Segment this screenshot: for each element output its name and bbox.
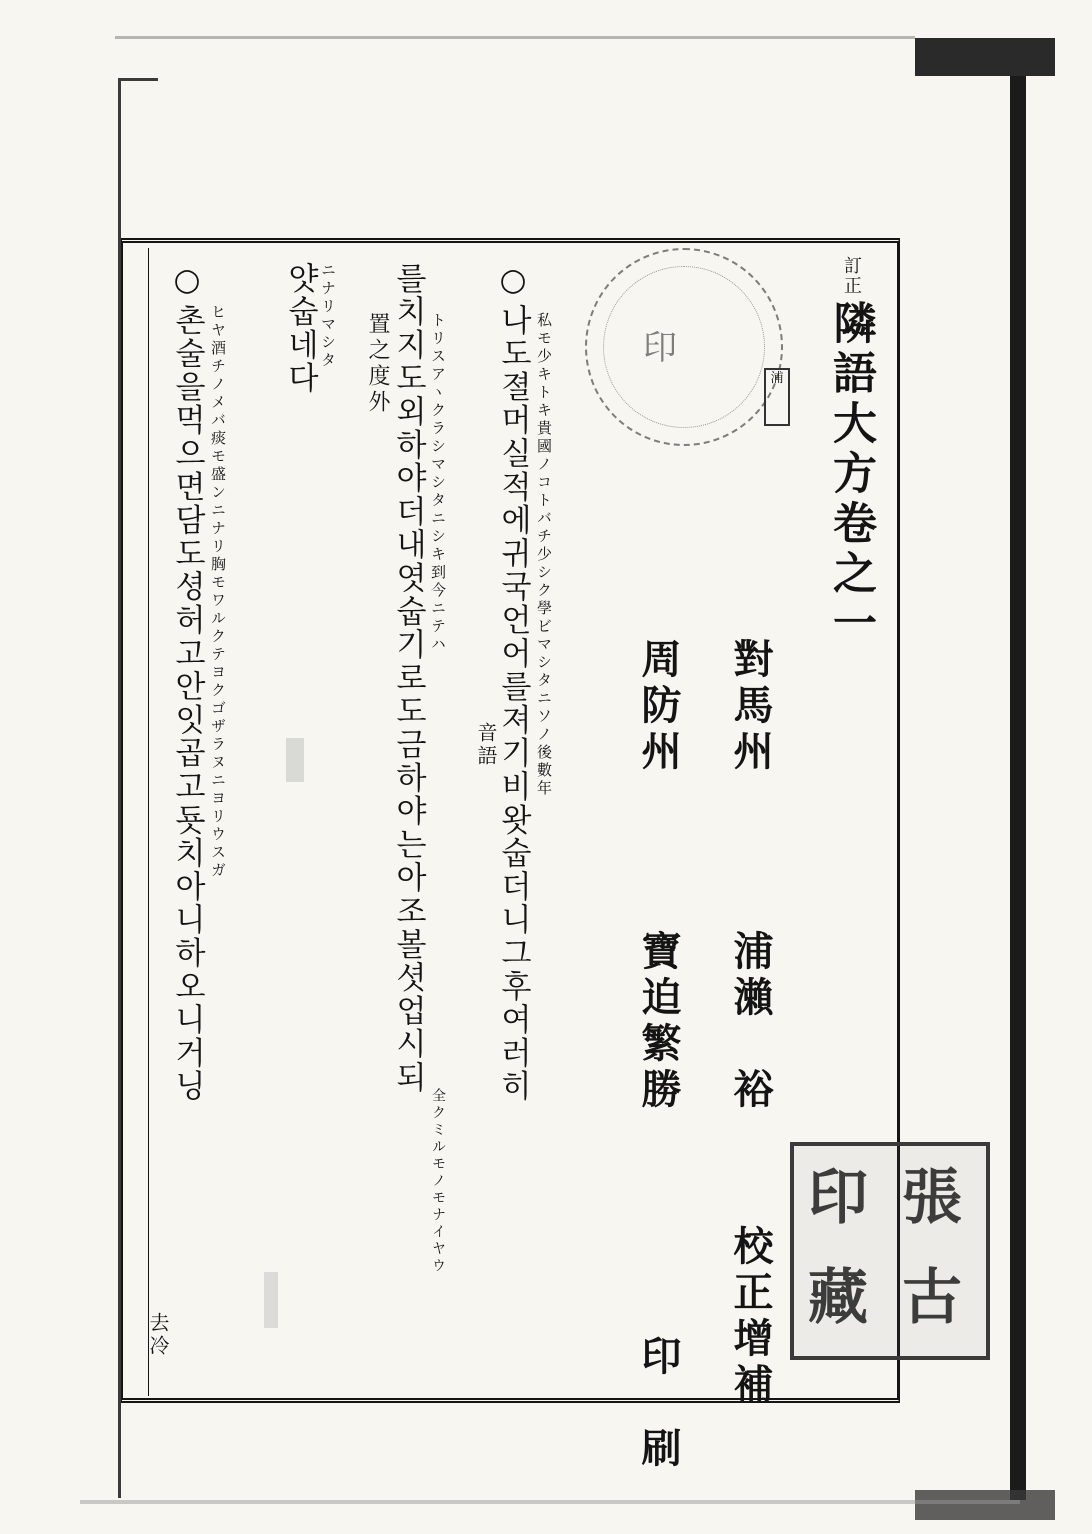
entry1-marker: ○ [495, 262, 531, 301]
entry1-gloss: 私モ少キトキ貴國ノコトバチ少シク學ビマシタニソノ後數年 [535, 312, 553, 798]
square-seal-char: 古 [902, 1263, 962, 1333]
author1-place: 對馬州 [727, 638, 774, 776]
author2-place: 周防州 [635, 638, 682, 776]
page-corner [118, 78, 158, 81]
spine-cap-top [915, 38, 1055, 76]
round-seal-mark: 印 [643, 328, 681, 368]
round-seal-ring [603, 266, 765, 428]
entry2-gloss: ヒヤ酒チノメバ痰モ盛ンニナリ胸モワルクテヨクゴザラヌニヨリウスガ [209, 304, 227, 880]
bottom-edge [80, 1500, 1020, 1504]
author1-role: 校正增補 [727, 1225, 774, 1409]
square-seal-char: 張 [902, 1163, 962, 1233]
book-spine [1010, 40, 1026, 1500]
entry1-korean: 나도졀머실적에귀국언어를져기비왓숩더니그후여러히 [495, 304, 531, 1104]
entry1-end-korean: 얏숩네다 [282, 262, 318, 396]
entry1-cont-gloss: トリスアヽクラシマシタニシキ到今ニテハ [429, 312, 447, 654]
ink-smudge [264, 1272, 278, 1328]
entry1-note: 音語 [474, 722, 498, 768]
square-seal-char: 藏 [808, 1263, 868, 1333]
spine-cap-bottom [915, 1490, 1055, 1520]
author1-name: 浦瀨 裕 [727, 930, 774, 1114]
book-title: 隣語大方卷之一 [825, 300, 876, 650]
square-seal [790, 1142, 990, 1360]
author2-name: 寶迫繁勝 [635, 930, 682, 1114]
entry1-end-gloss: ニナリマシタ [319, 262, 337, 370]
round-seal [585, 248, 783, 446]
square-seal-char: 印 [808, 1163, 868, 1233]
entry2-marker: ○ [169, 262, 205, 301]
frame-inner-rule [148, 248, 149, 1396]
small-seal: 浦 [764, 368, 790, 426]
author2-role: 印 刷 [635, 1335, 682, 1473]
page-edge-top [115, 36, 915, 39]
title-prefix: 訂正 [841, 256, 862, 296]
entry2-note: 去冷 [146, 1312, 170, 1358]
entry1-cont-note: 置之度外 [365, 312, 390, 416]
ink-smudge [286, 738, 304, 782]
entry2-korean: 촌술을먹으면담도셩허고안잇곱고둇치아니하오니거닝 [169, 304, 205, 1104]
entry1-cont-korean: 를치지도외하야더내엿숩기로도금하야는아조볼셧업시되 [390, 262, 426, 1095]
entry1-cont-extra: 全クミルモノモナイヤウ [430, 1088, 446, 1275]
